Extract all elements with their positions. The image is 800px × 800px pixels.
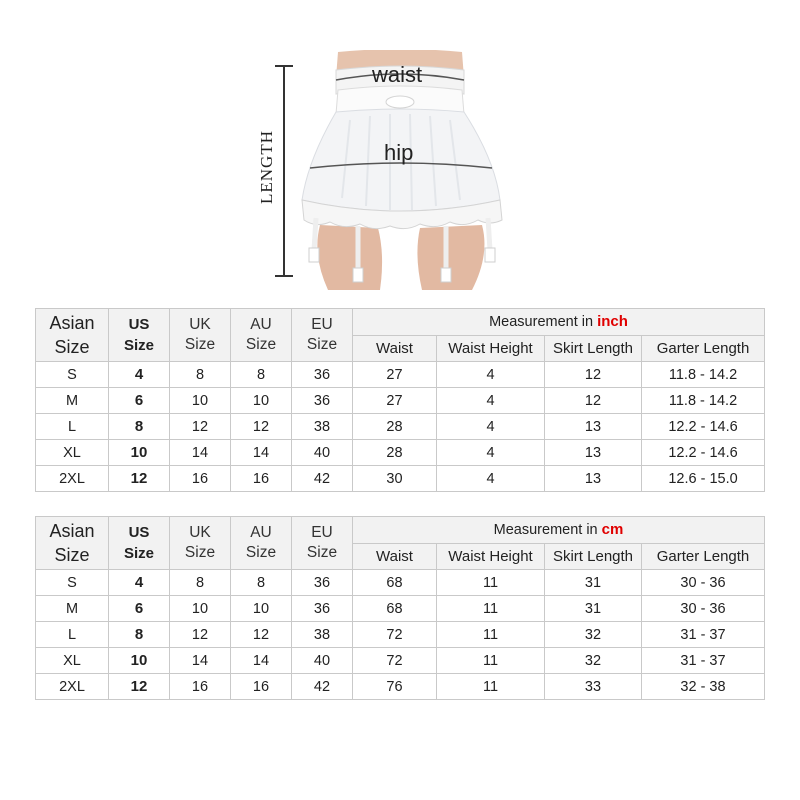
- cell-uk: 12: [170, 622, 231, 648]
- header-asian-line1: Asian: [49, 521, 95, 541]
- table-row: [36, 622, 765, 648]
- cell-waist: 28: [353, 414, 437, 440]
- header-garter-length: Garter Length: [642, 335, 765, 362]
- skirt-illustration: [250, 50, 550, 295]
- cell-skirt-length: 31: [545, 570, 642, 596]
- cell-waist: 76: [353, 674, 437, 700]
- cell-waist-height: 4: [437, 388, 545, 414]
- length-label: LENGTH: [257, 130, 276, 204]
- header-us-size: [109, 517, 170, 570]
- cell-us: 12: [109, 674, 170, 700]
- measurement-prefix: Measurement in: [489, 314, 594, 331]
- cell-garter-length: 32 - 38: [642, 674, 765, 700]
- header-asian-size: [36, 309, 109, 362]
- header-skirt-length: Skirt Length: [545, 543, 642, 570]
- cell-au: 12: [231, 414, 292, 440]
- cell-garter-length: 11.8 - 14.2: [642, 388, 765, 414]
- cell-asian: S: [36, 362, 109, 388]
- header-uk-size: [170, 309, 231, 362]
- cell-us: 10: [109, 648, 170, 674]
- cell-asian: S: [36, 570, 109, 596]
- cell-garter-length: 12.6 - 15.0: [642, 466, 765, 492]
- cell-au: 10: [231, 388, 292, 414]
- cell-us: 10: [109, 440, 170, 466]
- header-au-line2: Size: [245, 336, 277, 353]
- cell-waist-height: 11: [437, 596, 545, 622]
- table-row: [36, 596, 765, 622]
- cell-eu: 38: [292, 622, 353, 648]
- cell-uk: 10: [170, 388, 231, 414]
- header-eu-line1: EU: [311, 524, 333, 541]
- cell-waist-height: 11: [437, 622, 545, 648]
- cell-eu: 36: [292, 388, 353, 414]
- cell-waist-height: 4: [437, 466, 545, 492]
- cell-skirt-length: 33: [545, 674, 642, 700]
- header-skirt-length: Skirt Length: [545, 335, 642, 362]
- header-au-size: [231, 309, 292, 362]
- header-uk-size: [170, 517, 231, 570]
- cell-eu: 42: [292, 674, 353, 700]
- cell-au: 14: [231, 440, 292, 466]
- cell-us: 8: [109, 622, 170, 648]
- cell-us: 6: [109, 596, 170, 622]
- cell-eu: 42: [292, 466, 353, 492]
- cell-waist-height: 4: [437, 440, 545, 466]
- cell-au: 12: [231, 622, 292, 648]
- waist-label: waist: [372, 62, 423, 87]
- measurement-unit: cm: [601, 521, 624, 539]
- cell-waist: 30: [353, 466, 437, 492]
- cell-uk: 16: [170, 674, 231, 700]
- cell-uk: 10: [170, 596, 231, 622]
- cell-waist: 68: [353, 570, 437, 596]
- cell-waist: 72: [353, 622, 437, 648]
- cell-eu: 36: [292, 596, 353, 622]
- cell-skirt-length: 13: [545, 414, 642, 440]
- cell-asian: L: [36, 414, 109, 440]
- header-au-size: [231, 517, 292, 570]
- cell-eu: 36: [292, 570, 353, 596]
- cell-eu: 38: [292, 414, 353, 440]
- header-garter-length: Garter Length: [642, 543, 765, 570]
- table-row: [36, 648, 765, 674]
- cell-garter-length: 12.2 - 14.6: [642, 414, 765, 440]
- measurement-header: [353, 517, 765, 544]
- hip-label: hip: [384, 140, 414, 165]
- cell-au: 8: [231, 570, 292, 596]
- cell-waist: 28: [353, 440, 437, 466]
- header-uk-line2: Size: [184, 336, 216, 353]
- table-row: [36, 414, 765, 440]
- cell-skirt-length: 31: [545, 596, 642, 622]
- cell-asian: 2XL: [36, 674, 109, 700]
- cell-garter-length: 30 - 36: [642, 596, 765, 622]
- cell-us: 4: [109, 362, 170, 388]
- cell-us: 8: [109, 414, 170, 440]
- cell-asian: XL: [36, 648, 109, 674]
- header-uk-line2: Size: [184, 544, 216, 561]
- cell-au: 16: [231, 466, 292, 492]
- cell-uk: 14: [170, 440, 231, 466]
- size-table-cm: [35, 516, 765, 700]
- cell-garter-length: 30 - 36: [642, 570, 765, 596]
- cell-au: 16: [231, 674, 292, 700]
- cell-eu: 40: [292, 440, 353, 466]
- header-eu-line2: Size: [306, 336, 338, 353]
- cell-waist-height: 11: [437, 648, 545, 674]
- cell-us: 4: [109, 570, 170, 596]
- header-us-line2: Size: [123, 545, 154, 562]
- cell-skirt-length: 13: [545, 440, 642, 466]
- cell-us: 12: [109, 466, 170, 492]
- header-asian-line1: Asian: [49, 313, 95, 333]
- cell-skirt-length: 12: [545, 362, 642, 388]
- cell-waist: 68: [353, 596, 437, 622]
- cell-waist-height: 4: [437, 362, 545, 388]
- cell-skirt-length: 13: [545, 466, 642, 492]
- cell-uk: 12: [170, 414, 231, 440]
- cell-eu: 40: [292, 648, 353, 674]
- header-eu-line2: Size: [306, 544, 338, 561]
- cell-waist: 27: [353, 388, 437, 414]
- cell-waist-height: 4: [437, 414, 545, 440]
- measurement-header: [353, 309, 765, 336]
- table-row: [36, 570, 765, 596]
- cell-au: 8: [231, 362, 292, 388]
- cell-asian: M: [36, 388, 109, 414]
- cell-au: 10: [231, 596, 292, 622]
- cell-asian: XL: [36, 440, 109, 466]
- cell-garter-length: 31 - 37: [642, 648, 765, 674]
- table-row: [36, 362, 765, 388]
- cell-uk: 8: [170, 570, 231, 596]
- cell-asian: M: [36, 596, 109, 622]
- header-waist-height: Waist Height: [437, 543, 545, 570]
- cell-waist-height: 11: [437, 674, 545, 700]
- cell-asian: L: [36, 622, 109, 648]
- header-us-line1: US: [128, 524, 150, 541]
- header-asian-line2: Size: [54, 337, 90, 357]
- header-au-line2: Size: [245, 544, 277, 561]
- cell-au: 14: [231, 648, 292, 674]
- table-row: [36, 466, 765, 492]
- cell-skirt-length: 12: [545, 388, 642, 414]
- header-us-size: [109, 309, 170, 362]
- measurement-unit: inch: [597, 313, 628, 331]
- header-au-line1: AU: [250, 524, 272, 541]
- cell-garter-length: 12.2 - 14.6: [642, 440, 765, 466]
- header-eu-size: [292, 309, 353, 362]
- cell-uk: 16: [170, 466, 231, 492]
- cell-uk: 14: [170, 648, 231, 674]
- cell-garter-length: 31 - 37: [642, 622, 765, 648]
- cell-asian: 2XL: [36, 466, 109, 492]
- header-eu-line1: EU: [311, 316, 333, 333]
- cell-skirt-length: 32: [545, 622, 642, 648]
- header-waist: Waist: [353, 335, 437, 362]
- cell-waist: 27: [353, 362, 437, 388]
- header-us-line1: US: [128, 316, 150, 333]
- cell-waist: 72: [353, 648, 437, 674]
- header-waist: Waist: [353, 543, 437, 570]
- measurement-prefix: Measurement in: [493, 522, 598, 539]
- header-au-line1: AU: [250, 316, 272, 333]
- cell-skirt-length: 32: [545, 648, 642, 674]
- table-row: [36, 388, 765, 414]
- table-row: [36, 674, 765, 700]
- header-uk-line1: UK: [189, 524, 211, 541]
- cell-waist-height: 11: [437, 570, 545, 596]
- header-uk-line1: UK: [189, 316, 211, 333]
- table-row: [36, 440, 765, 466]
- cell-eu: 36: [292, 362, 353, 388]
- header-waist-height: Waist Height: [437, 335, 545, 362]
- cell-uk: 8: [170, 362, 231, 388]
- cell-garter-length: 11.8 - 14.2: [642, 362, 765, 388]
- cell-us: 6: [109, 388, 170, 414]
- size-table-inch: [35, 308, 765, 492]
- header-eu-size: [292, 517, 353, 570]
- header-asian-size: [36, 517, 109, 570]
- header-us-line2: Size: [123, 337, 154, 354]
- header-asian-line2: Size: [54, 545, 90, 565]
